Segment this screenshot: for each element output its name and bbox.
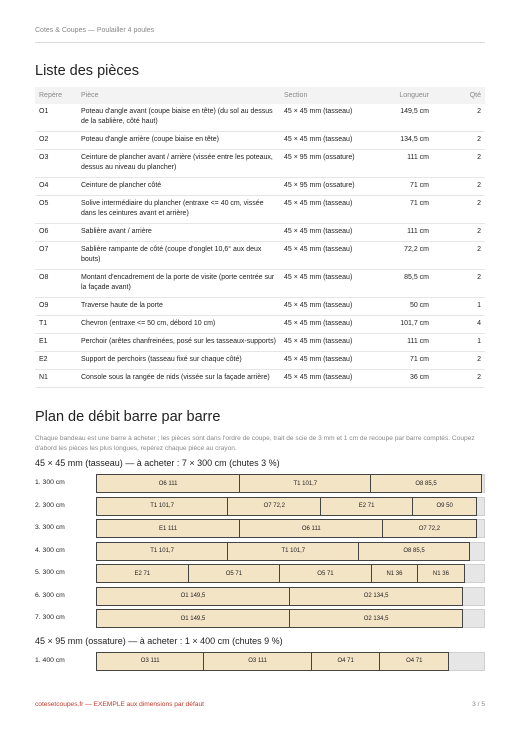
cell-longueur: 71 cm	[370, 196, 435, 224]
table-header-row	[35, 87, 485, 104]
pieces-section-title: Liste des pièces	[35, 63, 139, 79]
cell-qte: 2	[435, 370, 485, 388]
bar-track	[96, 474, 485, 493]
table-row	[35, 196, 485, 224]
cell-rep: O6	[35, 224, 77, 242]
cell-qte: 2	[435, 242, 485, 270]
bar-piece: O6 111	[239, 519, 383, 538]
bar-row	[35, 474, 485, 493]
cell-section: 45 × 45 mm (tasseau)	[280, 224, 370, 242]
cell-qte: 2	[435, 270, 485, 298]
table-row	[35, 270, 485, 298]
cell-section: 45 × 45 mm (tasseau)	[280, 270, 370, 298]
col-header-piece: Pièce	[77, 87, 280, 104]
bar-piece: E1 111	[96, 519, 240, 538]
cell-piece: Console sous la rangée de nids (vissée sur la façade arrière)	[77, 370, 280, 388]
cell-qte: 2	[435, 104, 485, 132]
cell-longueur: 36 cm	[370, 370, 435, 388]
table-row	[35, 316, 485, 334]
bar-piece: O7 72,2	[227, 497, 321, 516]
bar-track	[96, 564, 485, 583]
bar-row	[35, 497, 485, 516]
cell-piece: Perchoir (arêtes chanfreinées, posé sur les tasseaux-supports)	[77, 334, 280, 352]
bar-piece: O2 134,5	[289, 609, 464, 628]
bar-piece: O6 111	[96, 474, 240, 493]
bar-label: 7. 300 cm	[35, 614, 65, 621]
bar-piece: O8 85,5	[358, 542, 469, 561]
cell-longueur: 85,5 cm	[370, 270, 435, 298]
bar-piece: O7 72,2	[382, 519, 476, 538]
pieces-table	[35, 87, 485, 388]
table-row	[35, 224, 485, 242]
cell-longueur: 72,2 cm	[370, 242, 435, 270]
bar-label: 1. 400 cm	[35, 656, 65, 664]
cell-section: 45 × 45 mm (tasseau)	[280, 104, 370, 132]
bar-track	[96, 652, 485, 671]
cell-qte: 1	[435, 298, 485, 316]
cell-qte: 2	[435, 352, 485, 370]
cell-longueur: 149,5 cm	[370, 104, 435, 132]
bar-label: 6. 300 cm	[35, 591, 65, 599]
table-row	[35, 150, 485, 178]
bar-piece: T1 101,7	[227, 542, 359, 561]
bar-row	[35, 564, 485, 583]
cell-longueur: 71 cm	[370, 178, 435, 196]
bar-piece: O8 85,5	[370, 474, 481, 493]
cell-piece: Chevron (entraxe <= 50 cm, débord 10 cm)	[77, 316, 280, 334]
cell-section: 45 × 45 mm (tasseau)	[280, 132, 370, 150]
cell-piece: Sablière rampante de côté (coupe d'onglet 10,6° aux deux bouts)	[77, 242, 280, 270]
cell-rep: O5	[35, 196, 77, 224]
cell-piece: Ceinture de plancher avant / arrière (vissée entre les poteaux, dessus au niveau du plancher)	[77, 150, 280, 178]
bar-piece: O3 111	[203, 652, 311, 671]
table-row	[35, 132, 485, 150]
cell-qte: 2	[435, 132, 485, 150]
cell-section: 45 × 45 mm (tasseau)	[280, 352, 370, 370]
table-row	[35, 298, 485, 316]
cell-rep: E2	[35, 352, 77, 370]
cell-rep: O3	[35, 150, 77, 178]
bar-piece: E2 71	[320, 497, 413, 516]
cell-longueur: 134,5 cm	[370, 132, 435, 150]
bar-piece: O5 71	[279, 564, 372, 583]
bar-track	[96, 587, 485, 606]
bar-piece: O2 134,5	[289, 587, 464, 606]
plan-intro: Chaque bandeau est une barre à acheter ; les pièces sont dans l'ordre de coupe, trait de scie de 3 mm et 1 cm de recoupe par barre comptés. Coupez d'abord les pièces les plus longues, repérez chaque pièce au crayon.	[35, 435, 475, 452]
cell-rep: O7	[35, 242, 77, 270]
cell-piece: Poteau d'angle arrière (coupe biaise en tête)	[77, 132, 280, 150]
bar-row	[35, 609, 485, 628]
bar-label: 3. 300 cm	[35, 524, 65, 531]
bar-piece: O5 71	[188, 564, 281, 583]
cell-section: 45 × 45 mm (tasseau)	[280, 316, 370, 334]
cell-piece: Ceinture de plancher côté	[77, 178, 280, 196]
table-row	[35, 334, 485, 352]
bar-piece: N1 36	[417, 564, 464, 583]
header-title: Cotes & Coupes — Poulailler 4 poules	[35, 27, 155, 34]
bar-label: 4. 300 cm	[35, 546, 65, 554]
cell-qte: 1	[435, 334, 485, 352]
cell-section: 45 × 45 mm (tasseau)	[280, 370, 370, 388]
bar-row	[35, 542, 485, 561]
cell-rep: O1	[35, 104, 77, 132]
bar-piece: O4 71	[311, 652, 381, 671]
table-row	[35, 104, 485, 132]
bar-piece: O1 149,5	[96, 609, 290, 628]
bar-track	[96, 497, 485, 516]
page-header	[35, 27, 485, 43]
table-row	[35, 352, 485, 370]
bar-row	[35, 519, 485, 538]
cell-piece: Montant d'encadrement de la porte de visite (porte centrée sur la façade avant)	[77, 270, 280, 298]
bar-row	[35, 652, 485, 671]
bar-piece: T1 101,7	[96, 542, 228, 561]
bar-piece: O3 111	[96, 652, 204, 671]
bar-piece: T1 101,7	[96, 497, 228, 516]
cell-longueur: 50 cm	[370, 298, 435, 316]
bar-label: 1. 300 cm	[35, 479, 65, 486]
cell-qte: 2	[435, 196, 485, 224]
cell-section: 45 × 45 mm (tasseau)	[280, 298, 370, 316]
bar-row	[35, 587, 485, 606]
cell-qte: 4	[435, 316, 485, 334]
table-row	[35, 178, 485, 196]
cell-rep: O2	[35, 132, 77, 150]
cell-piece: Solive intermédiaire du plancher (entraxe <= 40 cm, vissée dans les ceintures avant et arrière)	[77, 196, 280, 224]
cell-section: 45 × 45 mm (tasseau)	[280, 242, 370, 270]
cell-longueur: 111 cm	[370, 334, 435, 352]
cell-rep: O8	[35, 270, 77, 298]
group-title: 45 × 95 mm (ossature) — à acheter : 1 × 400 cm (chutes 9 %)	[35, 635, 283, 646]
cell-piece: Sablière avant / arrière	[77, 224, 280, 242]
cell-piece: Traverse haute de la porte	[77, 298, 280, 316]
plan-section-title: Plan de débit barre par barre	[35, 409, 221, 425]
col-header-longueur: Longueur	[370, 87, 435, 104]
col-header-section: Section	[280, 87, 370, 104]
cell-rep: N1	[35, 370, 77, 388]
page-number: 3 / 5	[472, 701, 485, 708]
cell-section: 45 × 95 mm (ossature)	[280, 150, 370, 178]
cell-longueur: 111 cm	[370, 224, 435, 242]
bar-track	[96, 519, 485, 538]
bar-piece: O9 50	[412, 497, 478, 516]
bar-piece: E2 71	[96, 564, 189, 583]
cell-section: 45 × 95 mm (ossature)	[280, 178, 370, 196]
col-header-rep: Repère	[35, 87, 77, 104]
cell-qte: 2	[435, 224, 485, 242]
bar-piece: O1 149,5	[96, 587, 290, 606]
cell-longueur: 101,7 cm	[370, 316, 435, 334]
bar-label: 2. 300 cm	[35, 501, 65, 509]
footer-link[interactable]: cotesetcoupes.fr — EXEMPLE aux dimensions par défaut	[35, 701, 204, 708]
cell-section: 45 × 45 mm (tasseau)	[280, 196, 370, 224]
cell-rep: O9	[35, 298, 77, 316]
group-title: 45 × 45 mm (tasseau) — à acheter : 7 × 300 cm (chutes 3 %)	[35, 458, 280, 468]
bar-piece: O4 71	[379, 652, 449, 671]
col-header-qte: Qté	[435, 87, 485, 104]
cell-section: 45 × 45 mm (tasseau)	[280, 334, 370, 352]
cell-rep: T1	[35, 316, 77, 334]
cell-rep: O4	[35, 178, 77, 196]
cell-longueur: 111 cm	[370, 150, 435, 178]
bar-track	[96, 542, 485, 561]
cell-qte: 2	[435, 178, 485, 196]
bar-piece: T1 101,7	[239, 474, 371, 493]
cell-piece: Poteau d'angle avant (coupe biaise en tête) (du sol au dessus de la sablière, côté haut)	[77, 104, 280, 132]
cell-rep: E1	[35, 334, 77, 352]
table-row	[35, 370, 485, 388]
cell-qte: 2	[435, 150, 485, 178]
cell-piece: Support de perchoirs (tasseau fixé sur chaque côté)	[77, 352, 280, 370]
table-row	[35, 242, 485, 270]
bar-track	[96, 609, 485, 628]
bar-label: 5. 300 cm	[35, 569, 65, 576]
bar-piece: N1 36	[371, 564, 418, 583]
cell-longueur: 71 cm	[370, 352, 435, 370]
